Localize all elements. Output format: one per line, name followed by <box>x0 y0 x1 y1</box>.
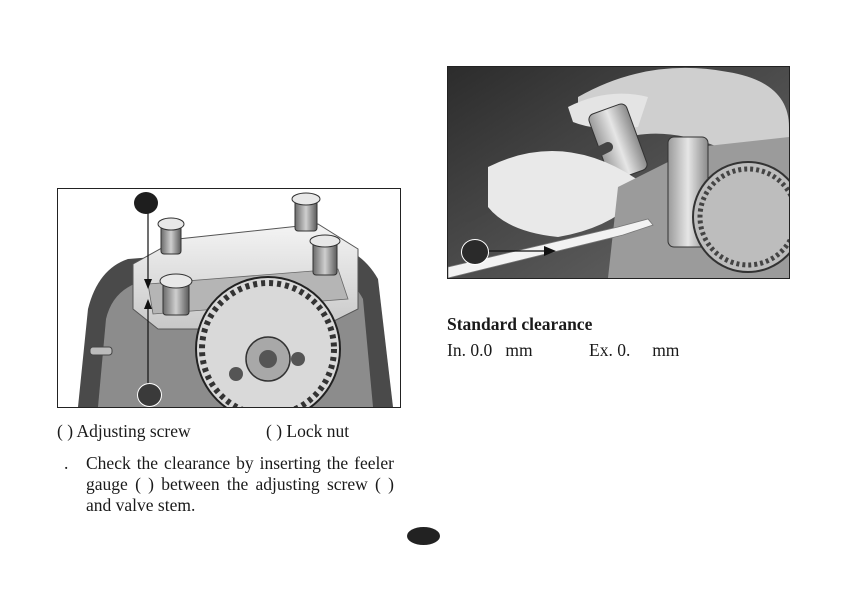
exhaust-clearance: Ex. 0. mm <box>589 340 680 360</box>
callout-badge-lock-nut <box>137 383 162 407</box>
figure-caption <box>57 421 407 442</box>
callout-badge-feeler-gauge <box>461 239 489 265</box>
step-number: . <box>64 453 69 473</box>
caption-lock-nut: ( ) Lock nut <box>266 421 350 441</box>
engine-valve-photo <box>57 188 401 408</box>
intake-clearance: In. 0.0 mm <box>447 340 533 360</box>
clearance-values <box>447 340 747 361</box>
step-text: Check the clearance by inserting the feeler gauge ( ) between the adjusting screw ( ) and valve stem. <box>86 453 394 515</box>
caption-adjusting-screw: ( ) Adjusting screw <box>57 421 191 441</box>
callout-badge-adjusting-screw <box>134 192 158 214</box>
clearance-heading: Standard clearance <box>447 314 593 334</box>
instruction-step <box>64 453 394 516</box>
page-number-badge <box>407 527 440 545</box>
feeler-gauge-photo <box>447 66 790 279</box>
